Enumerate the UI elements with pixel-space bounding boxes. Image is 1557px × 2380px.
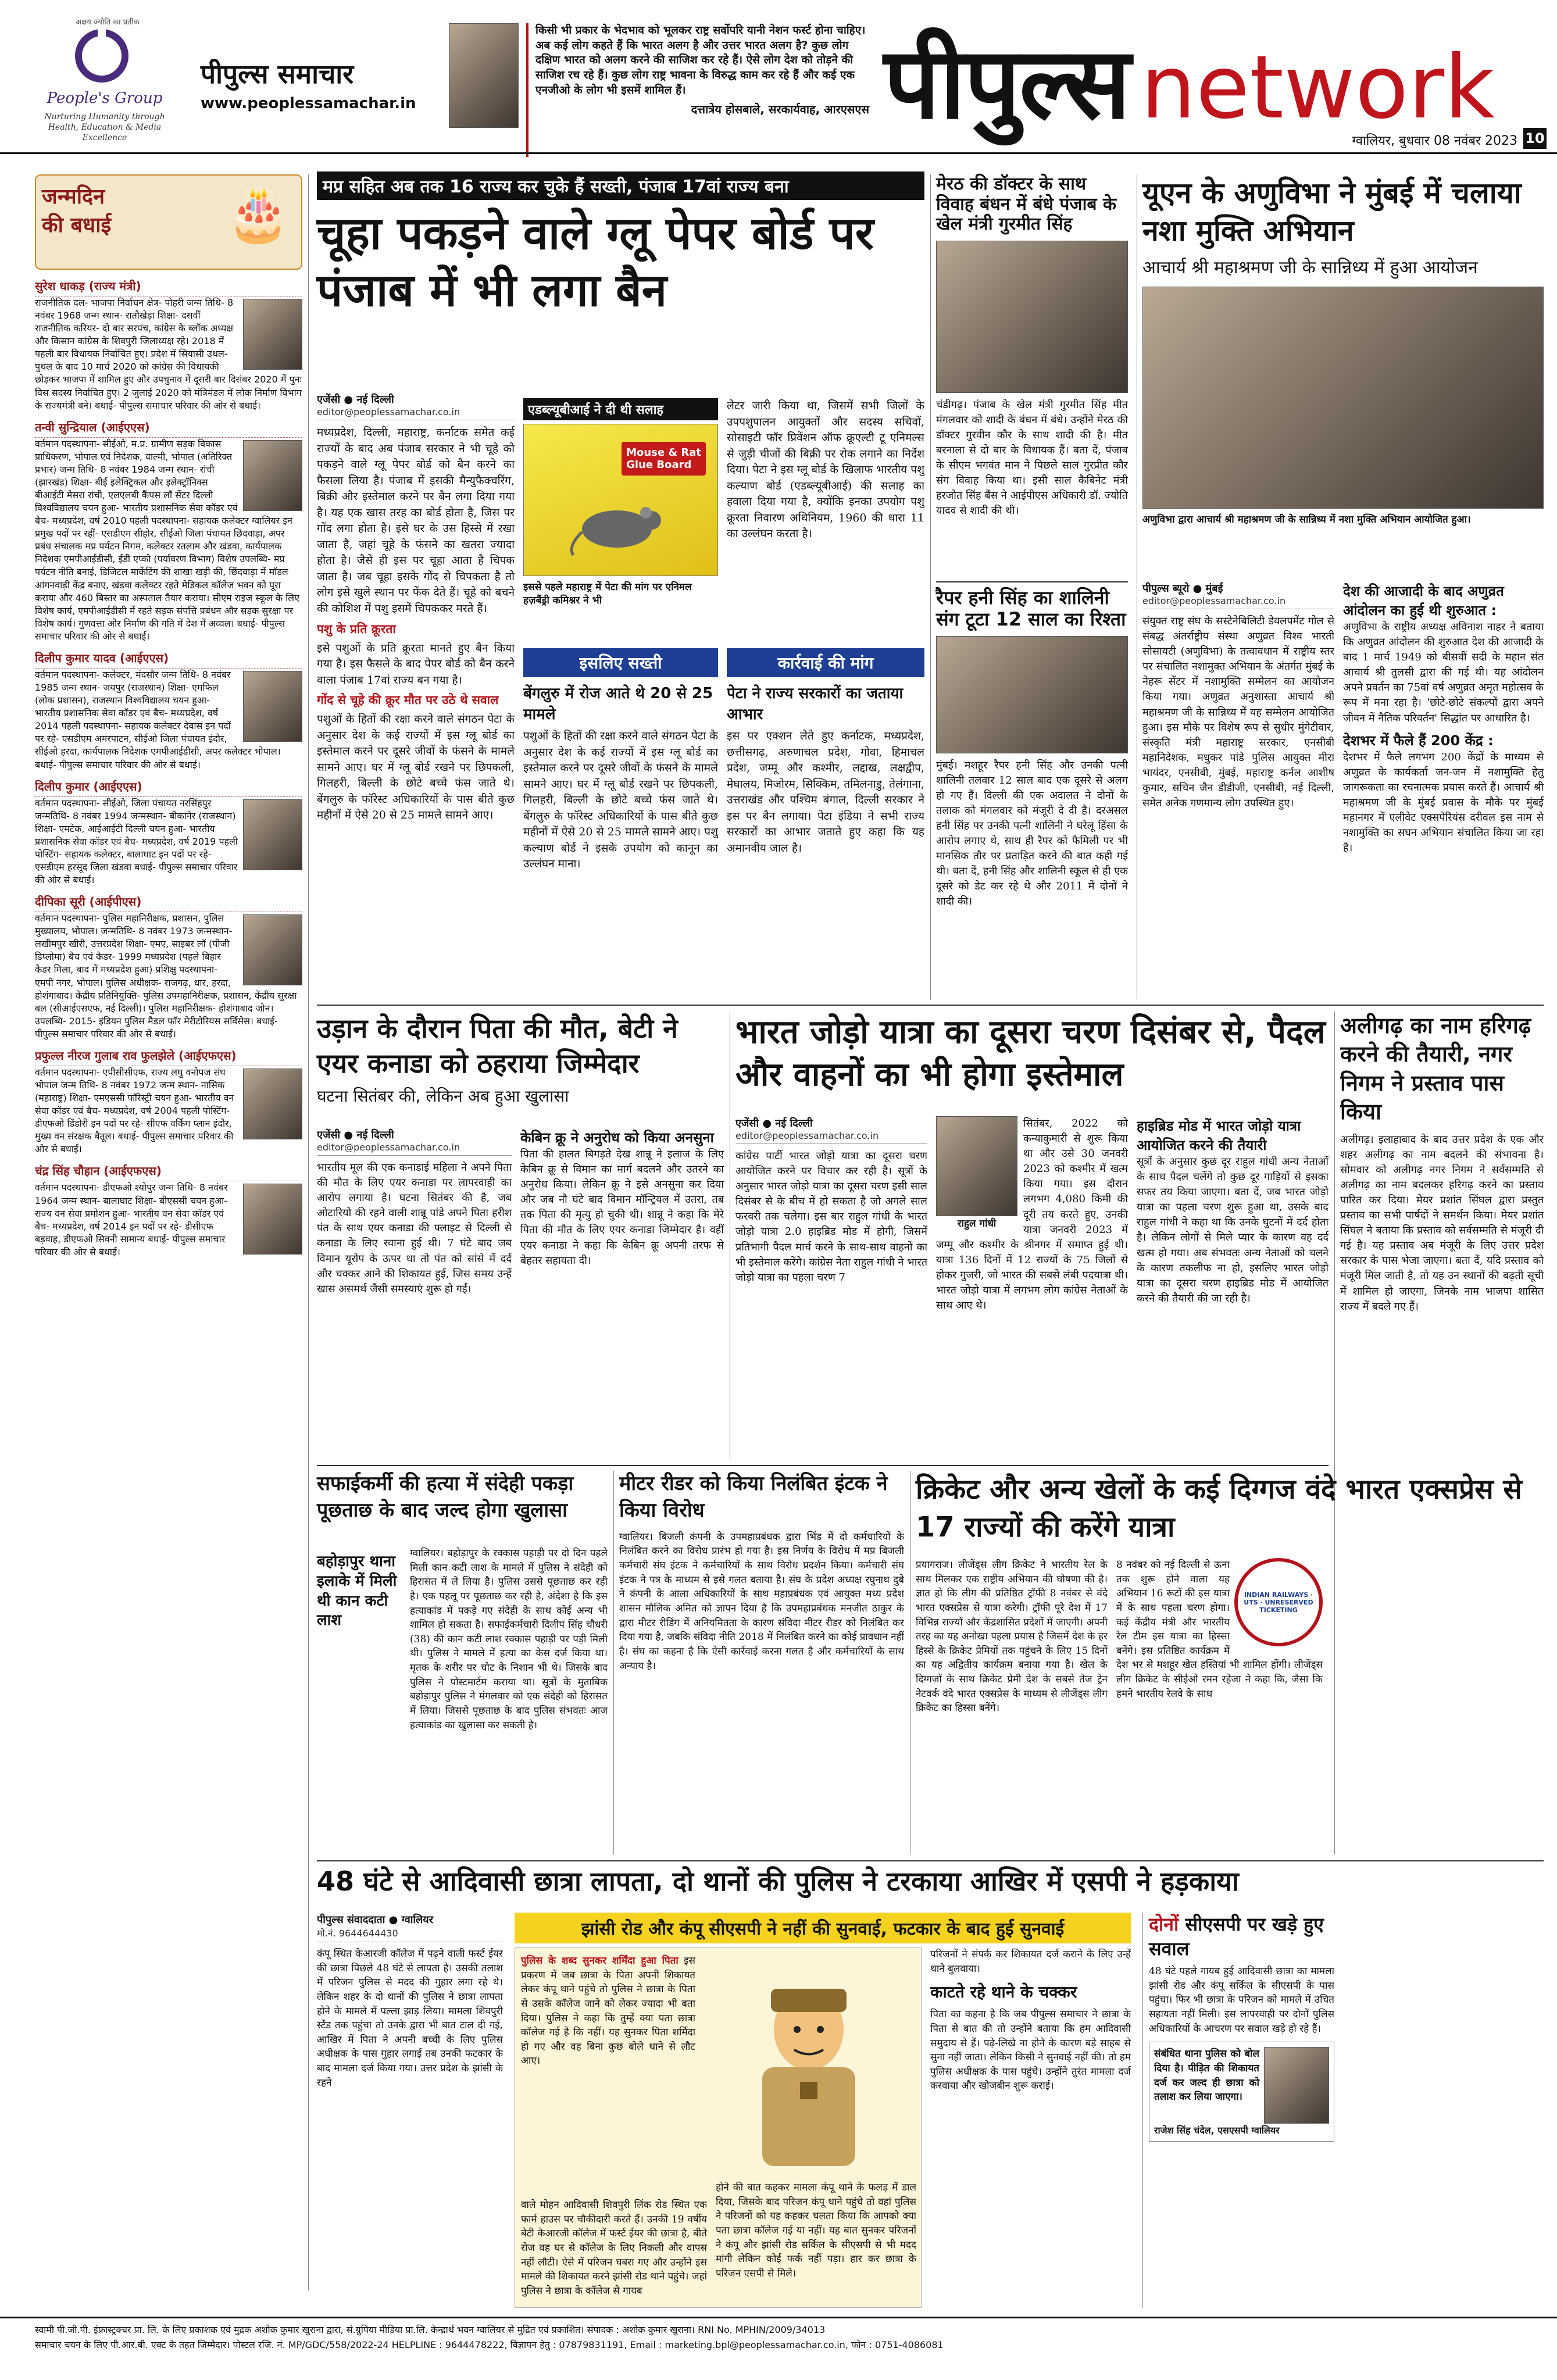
birthday-person-name: दिलीप कुमार यादव (आईएएस) <box>35 648 302 669</box>
meter-headline: मीटर रीडर को किया निलंबित इंटक ने किया विरोध <box>619 1472 888 1522</box>
missing-quote-author: राजेश सिंह चंदेल, एसएसपी ग्वालियर <box>1154 2125 1280 2136</box>
paper-logo-small <box>201 55 445 125</box>
birthday-entry <box>35 1045 302 1156</box>
bjy-story <box>735 1012 1329 1459</box>
group-tagline: Nurturing Humanity through Health, Education & Media Excellence <box>44 112 165 143</box>
un-headline: यूएन के अणुविभा ने मुंबई में चलाया नशा मुक्ति अभियान <box>1142 176 1522 248</box>
missing-col4 <box>1142 1913 1334 2308</box>
bjy-text-2: सितंबर, 2022 को कन्याकुमारी से शुरू किया था और उसे 30 जनवरी 2023 को कश्मीर में खत्म किया गया। इस दौरान लगभग 4,080 किमी की दूरी तय करते हुए, उनकी यात्रा जनवरी 2023 में जम्मू और कश्मीर के श्रीनगर में समाप्त हुई थी। यात्रा 136 दिनों में 12 राज्यों के 75 जिलों से होकर गुजरी, जो भारत की सबसे लंबी पदयात्रा थी। भारत जोड़ो यात्रा में लगभग लोग कांग्रेस नेताओं के साथ आए थे। <box>936 1117 1128 1312</box>
cricket-text-1: प्रयागराज। लीजेंड्स लीग क्रिकेट ने भारतीय रेल के साथ मिलकर एक राष्ट्रीय अभियान की घोषणा की है। ज्ञात हो कि लीग की प्रतिष्ठित ट्रॉफी 8 नवंबर से वंदे भारत एक्सप्रेस से यात्रा करेगी। ट्रॉफी पूरे देश में 17 विभिन्न राज्यों और केंद्रशासित प्रदेशों में जाएगी। अपनी तरह का यह अनोखा पहला प्रयास है जिसमें देश के हर हिस्से के क्रिकेट प्रेमियों तक पहुंचने के लिए 15 दिनों का यह अद्वितीय कार्यक्रम बनाया गया है। खेल के दिग्गजों के साथ क्रिकेट प्रेमी देश के सबसे तेज ट्रेन नेटवर्क वंदे भारत एक्सप्रेस के माध्यम से लीजेंड्स लीग क्रिकेट का हिस्सा बनेंगे। <box>916 1559 1108 1714</box>
birthday-person-photo <box>243 1184 302 1255</box>
glue-box2-subtitle: पेटा ने राज्य सरकारों का जताया आभार <box>727 685 904 723</box>
row3-rule <box>317 1860 1544 1861</box>
missing-text-1: कंपू स्थित केआरजी कॉलेज में पढ़ने वाली फर्स्ट ईयर की छात्रा पिछले 48 घंटे से लापता है। उसकी तलाश में परिजन पुलिस से मदद की गुहार लगा रहे थे। लेकिन शहर के दो थानों की पुलिस ने छात्रा लापता होने के मामले में पल्ला झाड़ लिया। मामला शिवपुरी स्टैंड तक पहुंचा तो उनके द्वारा भी बात टाल दी गई, आखिर में पिता ने अपनी बच्ची के लिए पुलिस अधीक्षक के पास गुहार लगाई तब उनकी फटकार के बाद मामला दर्ज किया गया। उत्तर प्रदेश के झांसी के रहने <box>317 1948 503 2089</box>
glue-box1-title: इसलिए सख्ती <box>523 648 718 677</box>
missing-text-4: होने की बात कहकर मामला कंपू थाने के फलड़ में डाल दिया, जिसके बाद परिजन कंपू थाने पहुंचे तो वहां पुलिस ने परिजनों को यह कहकर चलता किया कि आपको क्या पता छात्रा कॉलेज गई या नहीं। यह बात सुनकर परिजनों ने कंपू और झांसी रोड सर्किल के सीएसपी से भी मदद मांगी लेकिन कोई फर्क नहीं पड़ा। हार कर छात्रा के परिजन एसपी से मिले। <box>716 2182 916 2279</box>
missing-col3 <box>930 1947 1131 2308</box>
glue-image-title: एडब्ल्यूबीआई ने दी थी सलाह <box>523 398 718 420</box>
un-side-text: अणुविभा के राष्ट्रीय अध्यक्ष अविनाश नाहर ने बताया कि अणुव्रत आंदोलन की शुरुआत देश की आजादी के बाद 1 मार्च 1949 को बीसवीं सदी के महान संत आचार्य श्री तुलसी द्वारा की गई थी। यह आंदोलन अपने प्रवर्तन का 75वां वर्ष अणुव्रत अमृत महोत्सव के रूप में मना रहा है। 'छोटे-छोटे संकल्पों द्वारा अपने जीवन में नैतिक परिवर्तन' सिद्धांत पर आधारित है। <box>1343 621 1544 724</box>
un-byline: पीपुल्स ब्यूरो ● मुंबई <box>1142 583 1223 595</box>
bjy-side-text: सूत्रों के अनुसार कुछ दूर राहुल गांधी अन्य नेताओं के साथ पैदल चलेंगे तो कुछ दूर गाड़ियों से इसका सफर तय किया जाएगा। बता दें, जब भारत जोड़ो यात्रा का पहला चरण शुरू हुआ था, उसके बाद राहुल गांधी ने कहा था कि उनके घुटनों में दर्द होता है। लेकिन लोगों से मिले प्यार के कारण वह दर्द खत्म हो गया। अब संभवतः अन्य नेताओं को चलने के कारण तकलीफ ना हो, इसलिए भारत जोड़ो यात्रा का दूसरा चरण हाइब्रिड मोड में आयोजित करने की तैयारी की जा रही है। <box>1137 1156 1329 1305</box>
birthday-person-details: वर्तमान पदस्थापना- कलेक्टर, मंदसौर जन्म तिथि- 8 नवंबर 1985 जन्म स्थान- जयपुर (राजस्थान) शिक्षा- एमफिल (लोक प्रशासन), राजस्थान विश्वविद्यालय चयन हुआ- भारतीय प्रशासनिक सेवा कॉडर एवं बैच- मध्यप्रदेश, वर्ष 2014 पहली पदस्थापना- सहायक कलेक्टर देवास इन पदों पर रहे- एसडीएम अमरपाटन, सीईओ जिला पंचायत इंदौर, सीईओ हरदा, कार्यपालक निदेशक एमपीआईडीसी, अपर कलेक्टर भोपाल। बधाई- पीपुल्स समाचार परिवार की ओर से बधाई। <box>35 669 281 770</box>
un-col-side <box>1343 581 1544 1000</box>
quote-author: दत्तात्रेय होसबाले, सरकार्यवाह, आरएसएस <box>691 102 869 117</box>
glue-box-strict <box>523 648 718 1003</box>
un-email: editor@peoplessamachar.co.in <box>1142 595 1334 609</box>
birthday-person-name: दीपिका सूरी (आईपीएस) <box>35 891 302 912</box>
glue-story <box>317 171 924 1003</box>
aligarh-headline: अलीगढ़ का नाम हरिगढ़ करने की तैयारी, नगर निगम ने प्रस्ताव पास किया <box>1340 1013 1531 1125</box>
un-text: संयुक्त राष्ट्र संघ के सस्टेनेबिलिटी डेवलपमेंट गोल से संबद्ध अंतर्राष्ट्रीय संस्था अणुव्रत विश्व भारती सोसायटी (अणुविभा) के तत्वावधान में राष्ट्रीय स्तर पर संचालित नशामुक्त अभियान के अंतर्गत मुंबई के नेहरू सेंटर में नशामुक्ति सम्मेलन का आयोजन किया गया। अणुव्रत अनुशास्ता आचार्य श्री महाश्रमण जी के सान्निध्य में यह सम्मेलन आयोजित हुआ। इस मौके पर विशेष रूप से सुधीर मुंगेटीवार, संस्कृति मंत्री महाराष्ट्र सरकार, एनसीबी महानिदेशक, मधुकर पांडे पुलिस आयुक्त मीरा भायंदर, एनसीबी, मुंबई, महाराष्ट्र कर्नल आशीष कुमार, सचिन जैन डीडीजी, एनसीबी, नई दिल्ली, समेत अनेक गणमान्य लोग उपस्थित हुए। <box>1142 615 1334 810</box>
aircanada-text-1: भारतीय मूल की एक कनाडाई महिला ने अपने पिता की मौत के लिए एयर कनाडा पर लापरवाही का आरोप लगाया है। घटना सितंबर की है, जब ओटारियो की रहने वाली शान्नू पांडे अपने पिता हरीश पंत के साथ एयर कनाडा की फ्लाइट से दिल्ली से कनाडा के लिए रवाना हुई थी। 7 घंटे बाद जब विमान यूरोप के ऊपर था तो पंत को सांसे में दर्द और चक्कर आने की शिकायत हुई, जिस समय उन्हें खास असमर्थ जैसी समस्याएं शुरू हो गईं। <box>317 1162 512 1295</box>
group-name: People's Group <box>47 90 163 107</box>
mouse-icon <box>565 494 669 558</box>
aircanada-byline: एजेंसी ● नई दिल्ली <box>317 1129 394 1141</box>
bjy-photo-wrap <box>936 1116 1017 1230</box>
un-kicker: आचार्य श्री महाश्रमण जी के सान्निध्य में हुआ आयोजन <box>1142 258 1478 278</box>
aircanada-email: editor@peoplessamachar.co.in <box>317 1142 512 1156</box>
divider-glue-right <box>930 174 931 1000</box>
brand-title <box>884 12 1547 140</box>
brand-hindi: पीपुल्स <box>884 26 1130 141</box>
birthday-person-name: प्रफुल्ल नीरज गुलाब राव फुलझेले (आईएफएस) <box>35 1045 302 1066</box>
bjy-headline: भारत जोड़ो यात्रा का दूसरा चरण दिसंबर से, पैदल और वाहनों का भी होगा इस्तेमाल <box>735 1013 1326 1093</box>
birthday-person-photo <box>243 440 302 511</box>
masthead <box>0 0 1557 174</box>
missing-banner: झांसी रोड और कंपू सीएसपी ने नहीं की सुनवाई, फटकार के बाद हुई सुनवाई <box>515 1913 1131 1943</box>
un-story <box>1142 174 1544 1000</box>
row2-rule <box>317 1465 1329 1466</box>
missing-byline: पीपुल्स संवाददाता ● ग्वालियर <box>317 1914 434 1926</box>
aircanada-headline: उड़ान के दौरान पिता की मौत, बेटी ने एयर कनाडा को ठहराया जिम्मेदार <box>317 1013 678 1079</box>
cricket-col2 <box>1116 1558 1323 1854</box>
ssp-photo <box>1264 2047 1329 2124</box>
missing-quote-box <box>1149 2042 1334 2142</box>
birthday-person-details: वर्तमान पदस्थापना- सीईओ, जिला पंचायत नरसिंहपुर जन्मतिथि- 8 नवंबर 1994 जन्मस्थान- बीकानेर (राजस्थान) शिक्षा- एमटेक, आईआईटी दिल्ली चयन हुआ- भारतीय प्रशासनिक सेवा कॉडर एवं बैच- मध्यप्रदेश, वर्ष 2019 पहली पोस्टिंग- सहायक कलेक्टर, बालाघाट इन पदों पर रहे- एसडीएम हरसूद जिला खंडवा बधाई- पीपुल्स समाचार परिवार की ओर से बधाई। <box>35 797 238 886</box>
masthead-quote <box>526 23 869 157</box>
birthday-person-details: वर्तमान पदस्थापना- सीईओ, म.प्र. ग्रामीण सड़क विकास प्राधिकरण, भोपाल एवं निदेशक, वाल्मी, भोपाल (अतिरिक्त प्रभार) जन्म तिथि- 8 नवंबर 1984 जन्म स्थान- रांची (झारखंड) शिक्षा- बीई इलेक्ट्रिकल और इलेक्ट्रॉनिक्स बीआईटी मेसरा रांची, एलएलबी कैंपस लॉ सेंटर दिल्ली विश्वविद्यालय चयन हुआ- भारतीय प्रशासनिक सेवा कॉडर एवं बैच- मध्यप्रदेश, वर्ष 2010 पहली पदस्थापना- सहायक कलेक्टर ग्वालियर इन प्रमुख पदों पर रहीं- एसडीएम सीहोर, सीईओ जिला पंचायत छिंदवाड़ा, अपर प्रबंध संचालक मप्र पर्यटन निगम, कलेक्टर रतलाम और खंडवा, कार्यपालक निदेशक एमपीआईडीसी, ईडी एप्को (पर्यावरण विभाग) विशेष उपलब्धि- मप्र पर्यटन नीति बनाई, डिजिटल मार्केटिंग की शाखा खड़ी की, छिंदवाड़ा में मॉडल आंगनवाड़ी केंद्र बनाए, खंडवा कलेक्टर रहते मेडिकल कॉलेज भवन को पूरा कराया और 460 बिस्तर का अस्पताल तैयार कराया। सीएम राइज स्कूल के लिए विशेष कार्य, एमपीआईडीसी में रहते सड़क संपत्ति प्रबंधन और सड़क सुरक्षा पर विशेष कार्य। गुणवत्ता और निर्माण की गति में देश में अव्वल। बधाई- पीपुल्स समाचार परिवार की ओर से बधाई। <box>35 438 299 642</box>
birthday-heading-line2: की बधाई <box>42 213 112 237</box>
birthday-entry <box>35 776 302 887</box>
bjy-side-title: हाइब्रिड मोड में भारत जोड़ो यात्रा आयोजित करने की तैयारी <box>1137 1118 1301 1153</box>
birthday-person-photo <box>243 1069 302 1139</box>
glue-text-2: इसे पशुओं के प्रति क्रूरता मानते हुए बैन किया गया है। इस फैसले के बाद पेपर बोर्ड को बैन करने वाला पंजाब 17वां राज्य बन गया है। <box>317 641 515 687</box>
missing-side-text: 48 घंटे पहले गायब हुई आदिवासी छात्रा का मामला झांसी रोड और कंपू सर्किल के सीएसपी के पास पहुंचा। फिर भी छात्रा के परिजन को मामले में उचित सहायता नहीं मिली। इस लापरवाही पर दोनों पुलिस अधिकारियों के आचरण पर सवाल खड़े हो रहे हैं। <box>1149 1966 1334 2035</box>
birthday-heading-line1: जन्मदिन <box>42 185 105 209</box>
missing-side-title-red: दोनों <box>1149 1913 1179 1935</box>
missing-photo-caption <box>521 1954 695 2068</box>
glue-text-4: लेटर जारी किया था, जिसमें सभी जिलों के उपपशुपालन आयुक्तों और सदस्य सचिवों, सोसाइटी फॉर प्रिवेंशन ऑफ क्रूएल्टी टू एनिमल्स से जुड़ी चीजों की बिक्री पर रोक लगाने का निर्देश दिया। पेटा ने इस ग्लू बोर्ड के खिलाफ भारतीय पशु कल्याण बोर्ड (एडब्ल्यूबीआई) की सलाह का हवाला दिया गया है, क्योंकि इनका उपयोग पशु क्रूरता निवारण अधिनियम, 1960 की धारा 11 का उल्लंघन करता है। <box>727 399 924 541</box>
un-side-title-2: देशभर में फैले हैं 200 केंद्र : <box>1343 732 1494 749</box>
missing-headline: 48 घंटे से आदिवासी छात्रा लापता, दो थानों की पुलिस ने टरकाया आखिर में एसपी ने हड़काया <box>317 1866 1239 1897</box>
gurmeet-headline: मेरठ की डॉक्टर के साथ विवाह बंधन में बंधे पंजाब के खेल मंत्री गुरमीत सिंह <box>936 174 1117 234</box>
aircanada-col2 <box>520 1128 724 1459</box>
aircanada-kicker: घटना सितंबर की, लेकिन अब हुआ खुलासा <box>317 1086 569 1106</box>
cricket-text-2: 8 नवंबर को नई दिल्ली से ऊना तक शुरू होने वाला यह अभियान 16 रूटों की इस यात्रा में के साथ पहला चरण होगा। कई केंद्रीय मंत्री और भारतीय रेल टीम इस यात्रा का हिस्सा बनेंगे। इस प्रतिष्ठित कार्यक्रम में देश भर से मशहूर खेल हस्तियां भी शामिल होंगी। लीजेंड्स लीग क्रिकेट के सीईओ रमन रहेजा ने कहा कि, जैसा कि हमने भारतीय रेलवे के साथ <box>1116 1559 1323 1700</box>
bjy-byline: एजेंसी ● नई दिल्ली <box>735 1117 813 1130</box>
honey-text: मुंबई। मशहूर रैपर हनी सिंह और उनकी पत्नी शालिनी तलवार 12 साल बाद एक दूसरे से अलग हो गए हैं। दिल्ली की एक अदालत ने दोनों के तलाक को मंगलवार को मंजूरी दे दी है। दरअसल हनी सिंह पर उनकी पत्नी शालिनी ने घरेलू हिंसा के आरोप लगाए थे, साथ ही रैपर को फैमिली पर भी मानसिक तौर पर प्रताड़ित करने की बात कही गई थी। बता दें, हनी सिंह और शालिनी स्कूल से ही एक दूसरे को डेट कर रहे थे और 2011 में दोनों ने शादी की। <box>936 759 1128 908</box>
birthday-heading <box>35 174 302 270</box>
gurmeet-wedding-photo <box>936 241 1128 393</box>
imprint <box>0 2317 1557 2375</box>
birthday-column <box>35 174 302 2290</box>
glue-board-image <box>523 424 718 576</box>
glue-col-left <box>317 392 515 1003</box>
birthday-person-photo <box>243 671 302 742</box>
honey-singh-photo <box>936 636 1128 753</box>
peoples-group-emblem-icon <box>70 27 134 85</box>
glue-box2-title: कार्रवाई की मांग <box>727 648 924 677</box>
missing-quote: संबंधित थाना पुलिस को बोल दिया है। पीड़ित की शिकायत दर्ज कर जल्द ही छात्रा को तलाश कर लिया जाएगा। <box>1154 2048 1259 2103</box>
birthday-person-name: चंद्र सिंह चौहान (आईएफएस) <box>35 1160 302 1181</box>
cricket-story <box>916 1471 1544 1854</box>
un-caption: अणुविभा द्वारा आचार्य श्री महाश्रमण जी के सान्निध्य में नशा मुक्ति अभियान आयोजित हुआ। <box>1142 514 1471 526</box>
birthday-person-name: सुरेश धाकड़ (राज्य मंत्री) <box>35 276 302 296</box>
missing-illustration <box>515 1947 922 2308</box>
railways-logo <box>1234 1558 1323 1646</box>
birthday-person-name: दिलीप कुमार (आईएएस) <box>35 776 302 797</box>
bjy-col2 <box>936 1116 1128 1459</box>
bjy-col3 <box>1137 1116 1329 1459</box>
quote-text: किसी भी प्रकार के भेदभाव को भूलकर राष्ट्र सर्वोपरि यानी नेशन फर्स्ट होना चाहिए। अब कई लोग कहते हैं कि भारत अलग है और उत्तर भारत अलग है? कुछ लोग दक्षिण भारत को अलग करने की साजिश कर रहे हैं। ऐसे लोग देश को तोड़ने की साजिश रच रहे हैं। कुछ लोग राष्ट्र भावना के विरुद्ध काम कर रहे हैं और कई एक एनजीओ के लोग भी इसमें शामिल हैं। <box>535 24 866 97</box>
birthday-entry <box>35 1160 302 1258</box>
birthday-person-photo <box>243 914 302 985</box>
mouse-glue-label: Mouse & Rat Glue Board <box>622 442 706 476</box>
un-event-photo <box>1142 287 1544 509</box>
aircanada-col1 <box>317 1128 512 1459</box>
glue-image-caption: इससे पहले महाराष्ट्र में पेटा की मांग पर एनिमल हज़बैंड्री कमिश्नर ने भी <box>523 581 692 606</box>
birthday-entry <box>35 648 302 771</box>
gift-icon: 🎂 <box>225 184 291 245</box>
safai-side-head: बहोड़ापुर थाना इलाके में मिली थी कान कटी लाश <box>317 1553 397 1629</box>
safai-headline: सफाईकर्मी की हत्या में संदेही पकड़ा पूछताछ के बाद जल्द होगा खुलासा <box>317 1472 574 1522</box>
missing-mobile: मो.नं. 9644644430 <box>317 1927 503 1942</box>
un-side-title: देश की आजादी के बाद अणुव्रत आंदोलन का हुई थी शुरुआत : <box>1343 583 1504 619</box>
honey-story <box>936 581 1128 1000</box>
aircanada-side-head: केबिन क्रू ने अनुरोध को किया अनसुना <box>520 1130 714 1146</box>
left-column-divider <box>308 174 309 2290</box>
glue-text-1: मध्यप्रदेश, दिल्ली, महाराष्ट्र, कर्नाटक समेत कई राज्यों के बाद अब पंजाब सरकार ने भी चूहे को पकड़ने वाले ग्लू पेपर बोर्ड को बैन करने का फैसला लिया है। पंजाब में इसकी मैन्युफैक्चरिंग, बिक्री और इस्तेमाल करने पर बैन लगा दिया गया है। यह एक खास तरह का बोर्ड होता है, जिस पर गोंद लगा होता है। इसे घर के उस हिस्से में रखा जाता है, जहां चूहे के फंसने का खतरा ज्यादा होता है। जैसे ही इस पर चूहा आता है चिपक जाता है। जब चूहा इसके गोंद से चिपकता है तो लोग इसे खुले स्थान पर फेंक देते हैं। चूहे को बचने की कोशिश में पशु इसमें चिपककर मरते हैं। <box>317 426 515 616</box>
bjy-text-1: कांग्रेस पार्टी भारत जोड़ो यात्रा का दूसरा चरण आयोजित करने पर विचार कर रही है। सूत्रों के अनुसार भारत जोड़ो यात्रा का दूसरा चरण इसी साल दिसंबर से के बीच में हो सकता है जो अगले साल फरवरी तक चलेगा। इस बार राहुल गांधी के भारत जोड़ो यात्रा 2.0 हाइब्रिड मोड में होगी, जिसमें प्रतिभागी पैदल मार्च करने के साथ-साथ वाहनों का भी इस्तेमाल करेंगे। कांग्रेस नेता राहुल गांधी ने भारत जोड़ो यात्रा का पहला चरण 7 <box>735 1150 927 1284</box>
missing-side-title-wrap <box>1149 1913 1334 1961</box>
rahul-gandhi-photo <box>936 1116 1017 1216</box>
un-col-main <box>1142 581 1334 1000</box>
group-tag: अक्षय ज्योति का प्रतीक <box>76 18 140 27</box>
railways-logo-text: INDIAN RAILWAYS · UTS · UNRESERVED TICKETING <box>1244 1591 1313 1614</box>
birthday-person-name: तन्वी सुन्द्रियाल (आईएएस) <box>35 417 302 438</box>
brand-english: network <box>1140 37 1495 138</box>
un-side-text-2: देशभर में फैले लगभग 200 केंद्रों के माध्यम से अणुव्रत के कार्यकर्ता जन-जन में नशामुक्ति हेतु जागरूकता का रचनात्मक प्रयास करते हैं। आचार्य श्री महाश्रमण जी के मुंबई प्रवास के मौके पर मुंबई महानगर में एलीवेट एक्सपेरियंस दरीवल इस नाम से नशामुक्ति का सघन अभियान संचालित किया जा रहा है। <box>1343 751 1544 855</box>
missing-text-3: वाले मोहन आदिवासी शिवपुरी लिंक रोड स्थित एक फार्म हाउस पर चौकीदारी करते हैं। उनकी 19 वर्षीय बेटी केआरजी कॉलेज में फर्स्ट ईयर की छात्रा है, बीते रोज वह घर से कॉलेज के लिए निकली और वापस नहीं लौटी। ऐसे में परिजन घबरा गए और उन्होंने इस मामले की शिकायत करने झांसी रोड थाने पहुंचे। जहां पुलिस ने छात्रा के कॉलेज से गायब <box>521 2199 707 2297</box>
birthday-entry <box>35 417 302 643</box>
imprint-line-1: स्वामी पी.जी.पी. इंफ्रास्ट्रक्चर प्रा. लि. के लिए प्रकाशक एवं मुद्रक अशोक कुमार खुराना द्वारा, सं.ग्रुपिया मीडिया प्रा.लि. केन्द्रार्थ भवन ग्वालियर से मुद्रित एवं प्रकाशित। संपादक : अशोक कुमार खुराना। RNI No. MPHIN/2009/34013 <box>35 2324 826 2335</box>
peoples-group-logo <box>35 16 186 156</box>
website-link[interactable]: www.peoplessamachar.in <box>201 95 416 112</box>
birthday-person-details: वर्तमान पदस्थापना- डीएफओ श्योपुर जन्म तिथि- 8 नवंबर 1964 जन्म स्थान- बालाघाट शिक्षा- बीएससी चयन हुआ- राज्य वन सेवा प्रमोशन हुआ- भारतीय वन सेवा कॉडर एवं बैच- मध्यप्रदेश, वर्ष 2014 इन पदों पर रहे- डीसीएफ बड़वाह, डीएफओ सिवनी सामान्य बधाई- पीपुल्स समाचार परिवार की ओर से बधाई। <box>35 1182 228 1257</box>
missing-sub: काटते रहे थाने के चक्कर <box>930 1982 1077 2002</box>
masthead-rule <box>0 152 1557 154</box>
glue-box-demand <box>727 648 924 1003</box>
honey-headline: रैपर हनी सिंह का शालिनी संग टूटा 12 साल का रिश्ता <box>936 581 1128 630</box>
gurmeet-text: चंडीगढ़। पंजाब के खेल मंत्री गुरमीत सिंह मीत मंगलवार को शादी के बंधन में बंधे। उन्होंने मेरठ की डॉक्टर गुरवीन कौर के साथ शादी की है। मीत बरनाला से दो बार के विधायक हैं। बता दें, पंजाब के सीएम भगवंत मान ने पिछले साल गुरप्रीत कौर संग विवाह किया था। इसी साल कैबिनेट मंत्री हरजोत सिंह बैंस ने आईपीएस अधिकारी डॉ. ज्योति यादव से शादी की थी। <box>936 398 1128 517</box>
meter-story <box>619 1471 904 1854</box>
bjy-photo-caption: राहुल गांधी <box>957 1218 997 1230</box>
glue-text-3: पशुओं के हितों की रक्षा करने वाले संगठन पेटा के अनुसार देश के कई राज्यों में इस ग्लू बोर्ड का इस्तेमाल करने पर दूसरे जीवों के फंसने के मामले सामने आए। घर में ग्लू बोर्ड रखने पर छिपकली, गिलहरी, बिल्ली के छोटे बच्चे फंस जाते थे। बेंगलुरु के फॉरेस्ट अधिकारियों के पास बीते कुछ महीनों में ऐसे 20 से 25 मामले सामने आए। <box>317 713 515 822</box>
birthday-entry <box>35 891 302 1041</box>
glue-col-right <box>727 398 924 642</box>
missing-col1 <box>317 1913 503 2308</box>
glue-kicker: मप्र सहित अब तक 16 राज्य कर चुके हैं सख्ती, पंजाब 17वां राज्य बना <box>317 171 924 200</box>
aircanada-text-2: पिता की हालत बिगड़ते देख शान्नू ने इलाज के लिए केबिन क्रू से विमान का मार्ग बदलने और उतरने का अनुरोध किया। लेकिन क्रू ने इसे अनसुना कर दिया और जब नौ घंटे बाद विमान मॉन्ट्रियल में उतरा, तब तक पिता की मृत्यु हो चुकी थी। शान्नू ने कहा कि मेरे पिता की मौत के लिए एयर कनाडा जिम्मेदार है। वहीं एयर कनाडा ने कहा कि केबिन क्रू अपनी तरफ से बेहतर सहायता दी। <box>520 1148 724 1267</box>
police-cartoon-icon <box>707 1966 910 2175</box>
missing-side-title: सीएसपी पर खड़े हुए सवाल <box>1149 1913 1324 1960</box>
missing-text-5: परिजनों ने संपर्क कर शिकायत दर्ज कराने के लिए उन्हें थाने बुलवाया। <box>930 1949 1131 1975</box>
birthday-person-details: वर्तमान पदस्थापना- एपीसीसीएफ, राज्य लघु वनोपज संघ भोपाल जन्म तिथि- 8 नवंबर 1972 जन्म स्थान- नासिक (महाराष्ट्र) शिक्षा- एमएससी फॉरेस्ट्री चयन हुआ- भारतीय वन सेवा कॉडर एवं बैच- मध्यप्रदेश, वर्ष 2004 पहली पोस्टिंग- डीएफओ डिंडोरी इन पदों पर रहे- सीएफ वर्किंग प्लान इंदौर, मुख्य वन संरक्षक बैतूल। बधाई- पीपुल्स समाचार परिवार की ओर से बधाई। <box>35 1066 234 1155</box>
birthday-list <box>35 276 302 1259</box>
aircanada-story <box>317 1012 724 1459</box>
missing-text-6: पिता का कहना है कि जब पीपुल्स समाचार ने छात्रा के पिता से बात की तो उन्होंने बताया कि हम आदिवासी समुदाय से हैं। पढ़े-लिखे ना होने के कारण बड़े साहब से सुना नहीं जाता। लेकिन किसी ने सुनवाई नहीं की। तो हम पुलिस अधीक्षक के पास पहुंचे। उन्होंने तुरंत मामला दर्ज करवाया और खोजबीन शुरू कराई। <box>930 2009 1131 2092</box>
safai-story <box>317 1471 608 1854</box>
glue-box1-subtitle: बेंगलुरु में रोज आते थे 20 से 25 मामले <box>523 685 713 723</box>
glue-subhead-2: गोंद से चूहे की क्रूर मौत पर उठे थे सवाल <box>317 693 499 707</box>
glue-box2-text: इस पर एक्शन लेते हुए कर्नाटक, मध्यप्रदेश, छत्तीसगढ़, अरुणाचल प्रदेश, गोवा, हिमाचल प्रदेश, जम्मू और कश्मीर, लद्दाख, लक्षद्वीप, मेघालय, मिजोरम, सिक्किम, तमिलनाडु, तेलंगाना, उत्तराखंड और पश्चिम बंगाल, दिल्ली सरकार ने इस पर बैन लगाया। पेटा इंडिया ने सभी राज्य सरकारों का आभार जताते हुए कहा कि यह अमानवीय जाल है। <box>727 730 924 855</box>
paper-name-small: पीपुल्स समाचार <box>201 58 354 90</box>
bjy-email: editor@peoplessamachar.co.in <box>735 1130 927 1144</box>
cricket-headline: क्रिकेट और अन्य खेलों के कई दिग्गज वंदे भारत एक्सप्रेस से 17 राज्यों की करेंगे यात्रा <box>916 1473 1522 1543</box>
missing-photo-caption-title: पुलिस के शब्द सुनकर शर्मिंदा हुआ पिता <box>521 1955 678 1967</box>
birthday-entry <box>35 276 302 412</box>
aligarh-text: अलीगढ़। इलाहाबाद के बाद उत्तर प्रदेश के एक और शहर अलीगढ़ का नाम बदलने की संभावना है। सोमवार को अलीगढ़ नगर निगम ने सर्वसम्मति से अलीगढ़ का नाम बदलकर हरिगढ़ करने का प्रस्ताव पारित कर दिया। मेयर प्रशांत सिंघल द्वारा प्रस्तुत प्रस्ताव का सभी पार्षदों ने समर्थन किया। मेयर प्रशांत सिंघल ने बताया कि प्रस्ताव को सर्वसम्मति से मंजूरी दी गई है। यह प्रस्ताव अब मंजूरी के लिए उत्तर प्रदेश सरकार के पास भेजा जाएगा। बता दें, यदि प्रस्ताव को मंजूरी मिल जाती है, तो यह उन स्थानों की बढ़ती सूची में शामिल हो जाएगा, जिनके नाम भाजपा शासित राज्य में बदले गए हैं। <box>1340 1133 1544 1313</box>
safai-text: ग्वालियर। बहोड़ापुर के रक्कास पहाड़ी पर दो दिन पहले मिली कान कटी लाश के मामले में पुलिस ने संदेही को हिरासत में ले लिया है। पुलिस उससे पूछताछ कर रही है। एक पहलू पर पूछताछ कर रही है, अंदेशा है कि इस हत्याकांड में पकड़े गए संदेही के साथ कोई अन्य भी शामिल हो सकता है। सफाईकर्मचारी दिलीप सिंह चौधरी (38) की कान कटी लाश रक्कास पहाड़ी पर पड़ी मिली थी। पुलिस ने मामले में हत्या का केस दर्ज किया था। मृतक के शरीर पर चोट के निशान भी थे। जिसके बाद पुलिस ने पोस्टमार्टम कराया था। सूत्रों के मुताबिक बहोड़ापुर पुलिस ने मंगलवार को एक संदेही को हिरासत में लिया। जिससे पूछताछ के बाद पुलिस संभवतः आज हत्याकांड का खुलासा कर सकती है। <box>410 1548 608 1731</box>
missing-story <box>317 1866 1544 2308</box>
glue-byline: एजेंसी ● नई दिल्ली <box>317 394 394 406</box>
glue-subhead-1: पशु के प्रति क्रूरता <box>317 621 396 636</box>
glue-email: editor@peoplessamachar.co.in <box>317 406 515 420</box>
glue-box1-text: पशुओं के हितों की रक्षा करने वाले संगठन पेटा के अनुसार देश के कई राज्यों में इस ग्लू बोर्ड का इस्तेमाल करने पर दूसरे जीवों के फंसने के मामले सामने आए। घर में ग्लू बोर्ड रखने पर छिपकली, गिलहरी, बिल्ली के छोटे बच्चे फंस जाते थे। बेंगलुरु के फॉरेस्ट अधिकारियों के पास बीते कुछ महीनों में ऐसे 20 से 25 मामले सामने आए। पशु कल्याण बोर्ड ने इसके उपयोग को कानून का उल्लंघन माना। <box>523 730 718 871</box>
missing-text-2: इस प्रकरण में जब छात्रा के पिता अपनी शिकायत लेकर कंपू थाने पहुंचे तो पुलिस ने छात्रा के पिता से उसके कॉलेज जाने को लेकर ज्यादा भी बता दिया। पुलिस ने कहा कि तुम्हें क्या पता छात्रा कॉलेज गई है कि नहीं। यह सुनकर पिता शर्मिंदा हो गए और वह बिना कुछ बोले थाने से लौट आए। <box>521 1955 695 2067</box>
row1-rule <box>317 1005 1544 1006</box>
meter-text: ग्वालियर। बिजली कंपनी के उपमहाप्रबंधक द्वारा भिंड में दो कर्मचारियों के निलंबित करने का विरोध प्रारंभ हो गया है। इस निर्णय के विरोध में मप्र बिजली कर्मचारी संघ इंटक ने कर्मचारियों के साथ विरोध प्रदर्शन किया। कर्मचारी संघ इंटक ने पत्र के माध्यम से इसे गलत बताया है। संघ के प्रदेश अध्यक्ष रघुनाथ दुबे ने कंपनी के आला अधिकारियों के साथ महाप्रबंधक एवं आयुक्त मध्य प्रदेश शासन मौलिक अमित को ज्ञापन दिया है कि उपमहाप्रबंधक मनजीत ठाकुर के द्वारा मीटर रीडिंग में अनियमितता के कारण संविदा मीटर रीडर को निलंबित कर दिया गया है, जबकि संविदा नीति 2018 में निलंबित करने का कोई प्रावधान नहीं है। संघ का कहना है कि ऐसी कार्रवाई करना गलत है और कर्मचारियों के साथ अन्याय है। <box>619 1531 904 1672</box>
bjy-col1 <box>735 1116 927 1459</box>
quote-author-photo <box>449 23 519 128</box>
gurmeet-story <box>936 174 1128 570</box>
divider-safai <box>613 1471 614 1854</box>
page-number: 10 <box>1523 128 1547 149</box>
dateline: ग्वालियर, बुधवार 08 नवंबर 2023 <box>1352 134 1517 148</box>
birthday-person-details: राजनीतिक दल- भाजपा निर्वाचन क्षेत्र- पोहरी जन्म तिथि- 8 नवंबर 1968 जन्म स्थान- रातौखेड़ा शिक्षा- दसवीं राजनीतिक करियर- दो बार सरपंच, कांग्रेस के ब्लॉक अध्यक्ष और किसान कांग्रेस के शिवपुरी जिलाध्यक्ष रहे। 2018 में पहली बार विधायक निर्वाचित हुए। प्रदेश में सियासी उथल-पुथल के बाद 10 मार्च 2020 को कांग्रेस की विधायकी छोड़कर भाजपा में शामिल हुए और उपचुनाव में दूसरी बार दिसंबर 2020 में पुनः विस सदस्य निर्वाचित हुए। 2 जुलाई 2020 को मंत्रिमंडल में लोक निर्माण विभाग के राज्यमंत्री बने। बधाई- पीपुल्स समाचार परिवार की ओर से बधाई। <box>35 297 302 411</box>
birthday-person-photo <box>243 299 302 370</box>
birthday-person-photo <box>243 799 302 870</box>
imprint-line-2: समाचार चयन के लिए पी.आर.बी. एक्ट के तहत जिम्मेदार। पोस्टल रजि. नं. MP/GDC/558/2022-24 HELPLINE : 9644478222, विज्ञापन हेतु : 07879831191, Email : marketing.bpl@peoplessamachar.co.in, फोन : 0751-4086081 <box>35 2339 944 2350</box>
glue-image-block <box>523 398 718 642</box>
birthday-person-details: वर्तमान पदस्थापना- पुलिस महानिरीक्षक, प्रशासन, पुलिस मुख्यालय, भोपाल। जन्मतिथि- 8 नवंबर 1973 जन्मस्थान- लखीमपुर खीरी, उत्तरप्रदेश शिक्षा- एमए, साइबर लॉ (पीजी डिप्लोमा) बैच एवं कैडर- 1999 मध्यप्रदेश (पहले बिहार कैडर मिला, बाद में मध्यप्रदेश हुआ) प्रशिक्षु पदस्थापना- एमपी नगर, भोपाल। पुलिस अधीक्षक- राजगढ़, धार, हरदा, होशंगाबाद। केंद्रीय प्रतिनियुक्ति- पुलिस उपमहानिरीक्षक, प्रशासन, केंद्रीय सुरक्षा बल (सीआईएसएफ, नई दिल्ली)। पुलिस महानिरीक्षक- होशंगाबाद जोन। उपलब्धि- 2015- इंडियन पुलिस मैडल फॉर मेरीटोरियस सर्विसेस। बधाई- पीपुल्स समाचार परिवार की ओर से बधाई। <box>35 913 297 1039</box>
glue-headline: चूहा पकड़ने वाले ग्लू पेपर बोर्ड पर पंजाब में भी लगा बैन <box>317 208 874 317</box>
